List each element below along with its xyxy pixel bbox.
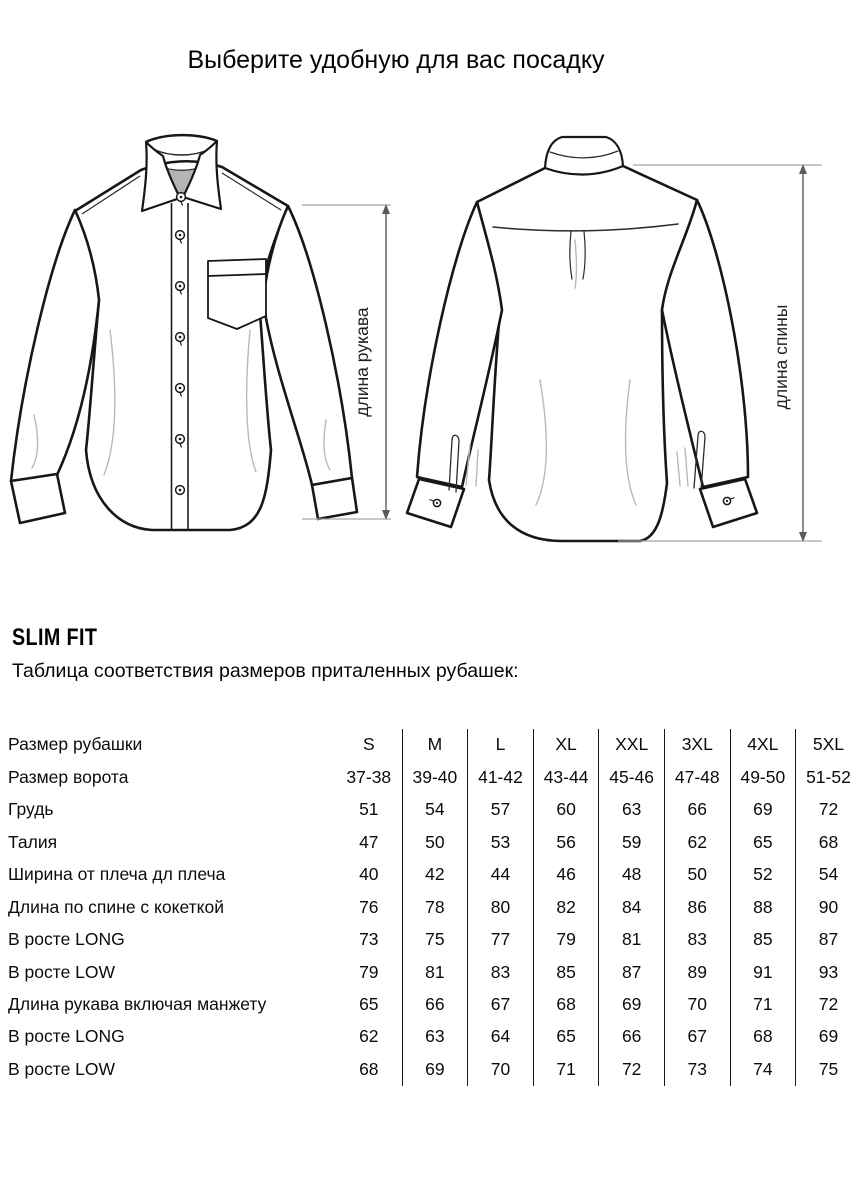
size-cell: 57 [467, 794, 533, 826]
front-right-sleeve [263, 206, 352, 485]
size-cell: 51 [359, 799, 379, 820]
size-cell: 65 [730, 826, 796, 858]
table-row [8, 794, 861, 826]
size-cell: 75 [402, 924, 468, 956]
size-cell: 72 [795, 989, 861, 1021]
size-cell: 45-46 [598, 761, 664, 793]
size-cell: 81 [402, 956, 468, 988]
size-cell: 89 [664, 956, 730, 988]
size-cell: 44 [467, 859, 533, 891]
size-cell: 87 [598, 956, 664, 988]
shirt-diagram [0, 130, 862, 575]
size-column-header: L [467, 729, 533, 761]
size-cell: 65 [359, 993, 379, 1014]
size-cell: 37-38 [346, 766, 392, 787]
size-cell: 82 [533, 891, 599, 923]
size-cell: 72 [795, 794, 861, 826]
size-cell: 79 [359, 961, 379, 982]
size-cell: 62 [664, 826, 730, 858]
size-cell: 83 [664, 924, 730, 956]
size-cell: 71 [730, 989, 796, 1021]
size-cell: 75 [795, 1053, 861, 1085]
size-cell: 68 [533, 989, 599, 1021]
table-row [8, 924, 861, 956]
sleeve-length-label: длина рукава [352, 307, 372, 417]
row-label: Длина рукава включая манжету [8, 993, 267, 1014]
size-cell: 68 [730, 1021, 796, 1053]
row-label: Размер ворота [8, 766, 129, 787]
size-cell: 43-44 [533, 761, 599, 793]
size-cell: 76 [359, 896, 379, 917]
front-body [75, 161, 288, 530]
size-cell: 71 [533, 1053, 599, 1085]
size-cell: 73 [664, 1053, 730, 1085]
size-cell: 70 [664, 989, 730, 1021]
size-column-header: 3XL [664, 729, 730, 761]
size-cell: 67 [664, 1021, 730, 1053]
size-table [8, 729, 861, 1086]
size-cell: 73 [359, 929, 379, 950]
size-cell: 50 [402, 826, 468, 858]
size-cell: 84 [598, 891, 664, 923]
size-cell: 47 [359, 831, 379, 852]
table-row [8, 1053, 861, 1085]
row-label: Талия [8, 831, 58, 852]
shirt-back-drawing [407, 137, 757, 541]
size-cell: 42 [402, 859, 468, 891]
size-cell: 56 [533, 826, 599, 858]
size-cell: 65 [533, 1021, 599, 1053]
size-column-header: 5XL [795, 729, 861, 761]
size-cell: 67 [467, 989, 533, 1021]
size-cell: 53 [467, 826, 533, 858]
size-cell: 69 [402, 1053, 468, 1085]
size-cell: 49-50 [730, 761, 796, 793]
size-cell: 50 [664, 859, 730, 891]
size-cell: 51-52 [795, 761, 861, 793]
size-column-header: 4XL [730, 729, 796, 761]
size-cell: 80 [467, 891, 533, 923]
size-cell: 63 [402, 1021, 468, 1053]
row-label: Длина по спине с кокеткой [8, 896, 225, 917]
size-cell: 66 [664, 794, 730, 826]
size-cell: 88 [730, 891, 796, 923]
table-row [8, 859, 861, 891]
back-length-label: длина спины [771, 304, 791, 410]
table-row [8, 956, 861, 988]
row-label: Грудь [8, 799, 54, 820]
row-label: В росте LOW [8, 1058, 116, 1079]
fit-heading: SLIM FIT [12, 624, 98, 651]
size-cell: 74 [730, 1053, 796, 1085]
table-caption: Таблица соответствия размеров приталенных рубашек: [12, 660, 519, 682]
size-cell: 39-40 [402, 761, 468, 793]
size-cell: 69 [598, 989, 664, 1021]
size-cell: 62 [359, 1026, 379, 1047]
size-cell: 91 [730, 956, 796, 988]
size-cell: 93 [795, 956, 861, 988]
back-body [477, 158, 697, 541]
size-cell: 47-48 [664, 761, 730, 793]
table-row [8, 1021, 861, 1053]
size-cell: 66 [598, 1021, 664, 1053]
row-label: В росте LONG [8, 929, 125, 950]
size-column-header: S [362, 734, 375, 755]
size-column-header: XXL [598, 729, 664, 761]
size-cell: 78 [402, 891, 468, 923]
table-row [8, 826, 861, 858]
size-cell: 52 [730, 859, 796, 891]
size-cell: 46 [533, 859, 599, 891]
table-row [8, 989, 861, 1021]
row-label: В росте LONG [8, 1026, 125, 1047]
size-cell: 72 [598, 1053, 664, 1085]
table-row [8, 761, 861, 793]
table-row [8, 891, 861, 923]
front-left-cuff [11, 474, 65, 523]
size-cell: 54 [795, 859, 861, 891]
size-cell: 85 [533, 956, 599, 988]
row-label: В росте LOW [8, 961, 116, 982]
size-cell: 68 [795, 826, 861, 858]
size-cell: 69 [730, 794, 796, 826]
size-column-header: M [402, 729, 468, 761]
size-cell: 66 [402, 989, 468, 1021]
size-cell: 69 [795, 1021, 861, 1053]
size-cell: 40 [359, 864, 379, 885]
size-cell: 68 [359, 1058, 379, 1079]
size-cell: 83 [467, 956, 533, 988]
size-cell: 81 [598, 924, 664, 956]
size-cell: 48 [598, 859, 664, 891]
size-cell: 60 [533, 794, 599, 826]
size-cell: 64 [467, 1021, 533, 1053]
size-column-header: XL [533, 729, 599, 761]
size-cell: 90 [795, 891, 861, 923]
front-right-cuff [312, 478, 357, 519]
page-title: Выберите удобную для вас посадку [187, 46, 605, 74]
back-left-sleeve [417, 202, 502, 487]
size-cell: 79 [533, 924, 599, 956]
size-cell: 41-42 [467, 761, 533, 793]
table-header-row [8, 729, 861, 761]
row-label: Ширина от плеча дл плеча [8, 864, 226, 885]
back-collar [545, 137, 623, 175]
row-label: Размер рубашки [8, 734, 143, 755]
size-cell: 87 [795, 924, 861, 956]
chest-pocket [208, 259, 266, 329]
size-cell: 70 [467, 1053, 533, 1085]
size-cell: 63 [598, 794, 664, 826]
size-cell: 54 [402, 794, 468, 826]
size-cell: 85 [730, 924, 796, 956]
size-cell: 86 [664, 891, 730, 923]
size-cell: 59 [598, 826, 664, 858]
size-cell: 77 [467, 924, 533, 956]
shirt-front-drawing [11, 161, 357, 530]
